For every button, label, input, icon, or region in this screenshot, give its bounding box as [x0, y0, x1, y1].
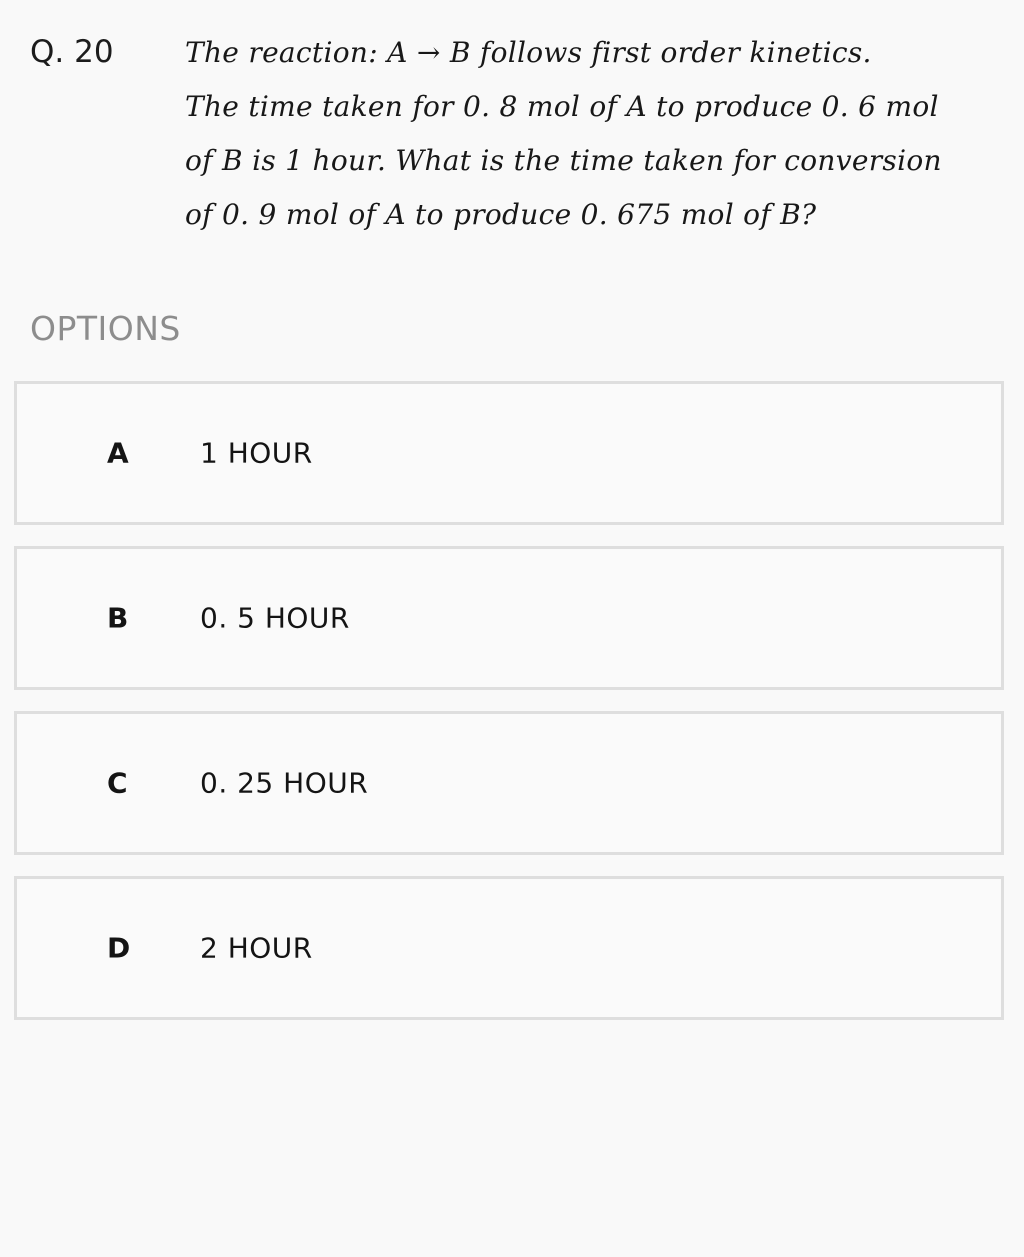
question-number: Q. 20 [30, 34, 114, 70]
option-letter: C [107, 766, 128, 800]
option-b[interactable] [14, 546, 1004, 690]
question-text [185, 26, 1000, 242]
question-line: The time taken for 0. 8 mol of A to produce 0. 6 mol [185, 90, 939, 123]
option-d[interactable] [14, 876, 1004, 1020]
option-text: 2 HOUR [200, 931, 313, 965]
option-text: 0. 5 HOUR [200, 601, 350, 635]
option-text: 1 HOUR [200, 436, 313, 470]
question-line: The reaction: A → B follows first order kinetics. [185, 36, 872, 69]
option-letter: D [107, 931, 131, 965]
question-line: of B is 1 hour. What is the time taken for conversion [185, 144, 942, 177]
options-heading: OPTIONS [30, 309, 181, 348]
option-letter: A [107, 436, 129, 470]
option-text: 0. 25 HOUR [200, 766, 369, 800]
option-a[interactable] [14, 381, 1004, 525]
option-letter: B [107, 601, 129, 635]
option-c[interactable] [14, 711, 1004, 855]
question-line: of 0. 9 mol of A to produce 0. 675 mol of B? [185, 198, 817, 231]
